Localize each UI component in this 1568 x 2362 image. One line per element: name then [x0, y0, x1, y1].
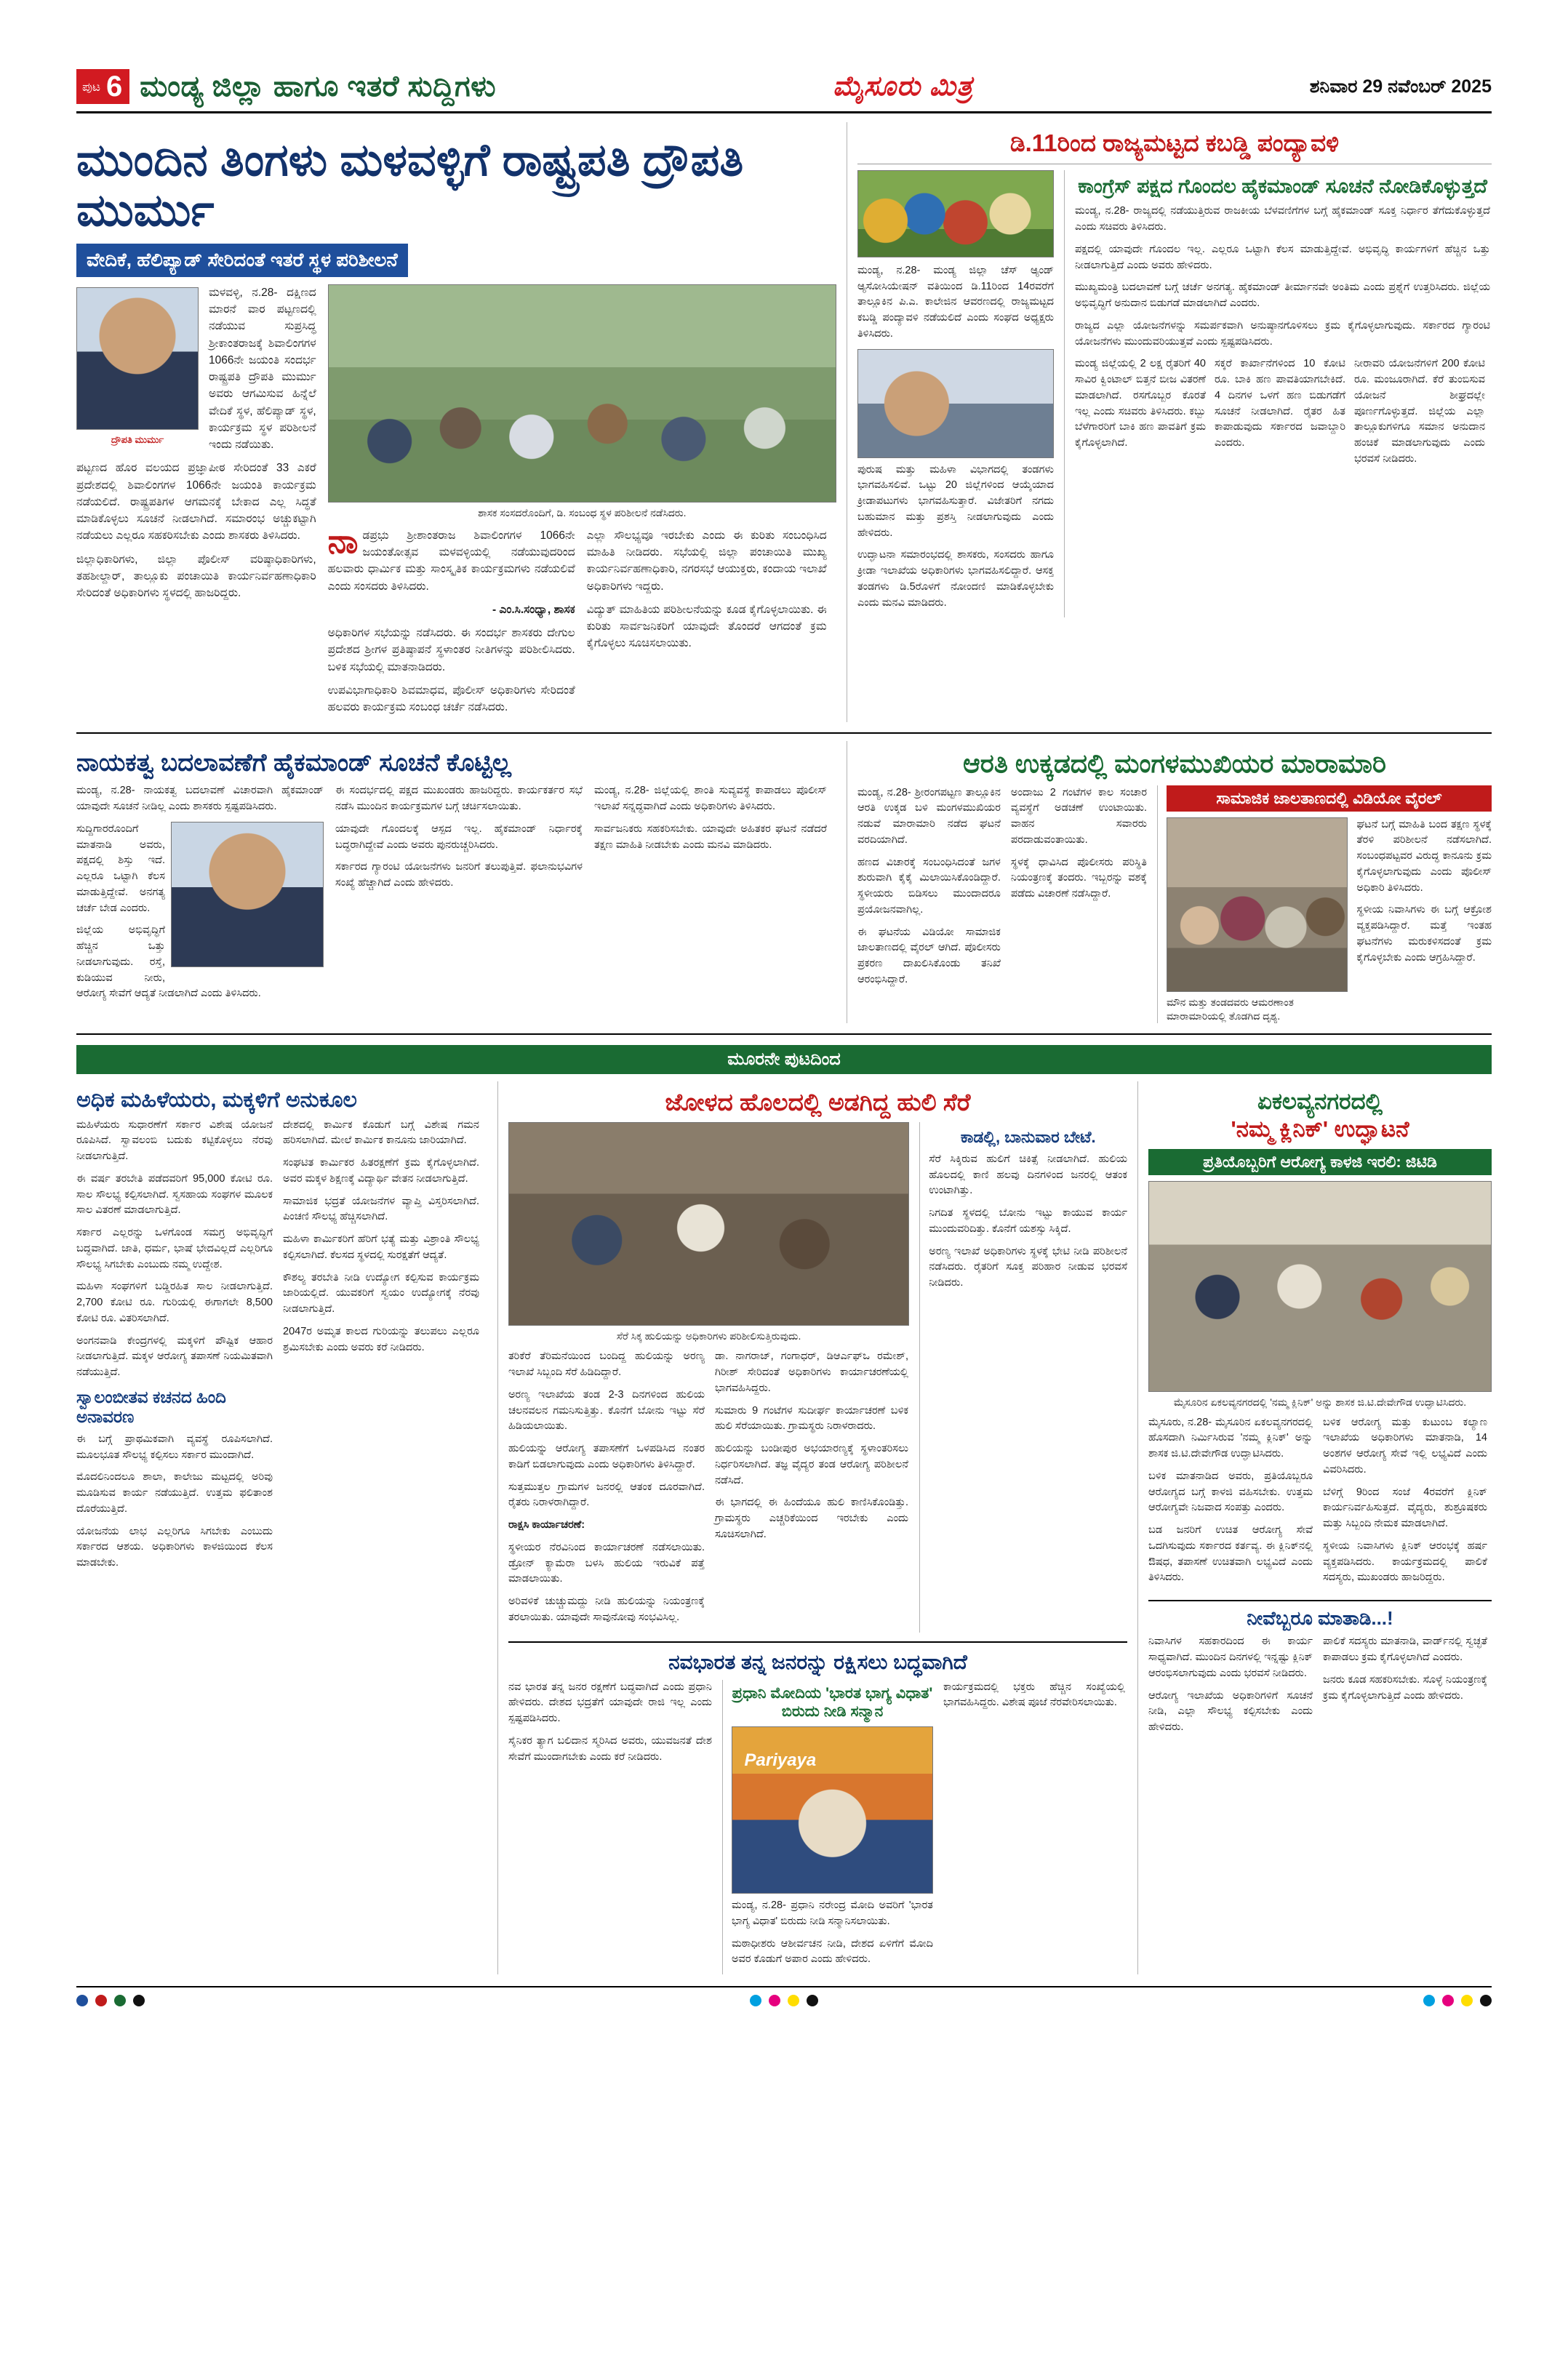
tiger-paragraph: ಡಾ. ನಾಗರಾಜ್, ಗಂಗಾಧರ್, ಡಿಆರ್ಎಫ್ಒ ರಮೇಶ್, ಗಿರೀಶ್ ಸೇರಿದಂತೆ ಅಧಿಕಾರಿಗಳು ಕಾರ್ಯಾಚರಣೆಯಲ್ಲಿ ಭಾಗವಹಿಸಿದ್ದರು. [715, 1350, 908, 1394]
labour-paragraph: ದೇಶದಲ್ಲಿ ಕಾರ್ಮಿಕ ಕೊಡುಗೆ ಬಗ್ಗೆ ವಿಶೇಷ ಗಮನ ಹರಿಸಲಾಗಿದೆ. ಮೇಲೆ ಕಾರ್ಮಿಕ ಕಾನೂನು ಜಾರಿಯಾಗಿದೆ. [283, 1118, 479, 1147]
lead-credit: - ಎಂ.ಸಿ.ಸಂಧ್ಯಾ, ಶಾಸಕ [492, 603, 575, 616]
women-paragraph: ಈ ವರ್ಷ ತರಬೇತಿ ಪಡೆದವರಿಗೆ 95,000 ಕೋಟಿ ರೂ. ಸಾಲ ಸೌಲಭ್ಯ ಕಲ್ಪಿಸಲಾಗಿದೆ. ಸ್ವಸಹಾಯ ಸಂಘಗಳ ಮೂಲಕ ಸಾಲ ವಿತರಣೆ ಮಾಡಲಾಗುತ್ತಿದೆ. [76, 1172, 273, 1217]
page-number-badge [76, 69, 129, 104]
lead-paragraph: ಎಲ್ಲಾ ಸೌಲಭ್ಯವೂ ಇರಬೇಕು ಎಂದು ಈ ಕುರಿತು ಸಂಬಂಧಿಸಿದ ಮಾಹಿತಿ ನೀಡಿದರು. ಸಭೆಯಲ್ಲಿ ಜಿಲ್ಲಾ ಪಂಚಾಯಿತಿ ಮುಖ್ಯ ಕಾರ್ಯನಿರ್ವಹಣಾಧಿಕಾರಿ, ನಗರಸಭೆ ಆಯುಕ್ತರು, ಕಂದಾಯ ಇಲಾಖೆ ಅಧಿಕಾರಿಗಳು ಇದ್ದರು. [586, 529, 827, 593]
women-paragraph: ಮಹಿಳಾ ಸಂಘಗಳಿಗೆ ಬಡ್ಡಿರಹಿತ ಸಾಲ ನೀಡಲಾಗುತ್ತಿದೆ. 2,700 ಕೋಟಿ ರೂ. ಗುರಿಯಲ್ಲಿ ಈಗಾಗಲೇ 8,500 ಕೋಟಿ ರೂ. ವಿತರಿಸಲಾಗಿದೆ. [76, 1281, 273, 1324]
tiger-paragraph: ಈ ಭಾಗದಲ್ಲಿ ಈ ಹಿಂದೆಯೂ ಹುಲಿ ಕಾಣಿಸಿಕೊಂಡಿತ್ತು. ಗ್ರಾಮಸ್ಥರು ಎಚ್ಚರಿಕೆಯಿಂದ ಇರಬೇಕು ಎಂದು ಸೂಚಿಸಲಾಗಿದೆ. [715, 1497, 908, 1540]
leadership-story [76, 741, 847, 1022]
market-paragraph: ಹಣದ ವಿಚಾರಕ್ಕೆ ಸಂಬಂಧಿಸಿದಂತೆ ಜಗಳ ಶುರುವಾಗಿ ಕೈಕೈ ಮಿಲಾಯಿಸಿಕೊಂಡಿದ್ದಾರೆ. ಸ್ಥಳೀಯರು ಬಿಡಿಸಲು ಮುಂದಾದರೂ ಪ್ರಯೋಜನವಾಗಿಲ್ಲ. [857, 856, 1001, 916]
publication-logo: ಮೈಸೂರು ಮಿತ್ರ [832, 71, 973, 102]
modi-banner-text: Pariyaya [744, 1750, 817, 1770]
clinic-photo-caption: ಮೈಸೂರಿನ ಏಕಲವ್ಯನಗರದಲ್ಲಿ 'ನಮ್ಮ ಕ್ಲಿನಿಕ್' ಅನ್ನು ಶಾಸಕ ಜಿ.ಟಿ.ದೇವೇಗೌಡ ಉದ್ಘಾಟಿಸಿದರು. [1173, 1396, 1467, 1408]
page-number: 6 [105, 71, 123, 103]
modi-paragraph: ಮಂಡ್ಯ, ನ.28- ಪ್ರಧಾನಿ ನರೇಂದ್ರ ಮೋದಿ ಅವರಿಗೆ 'ಭಾರತ ಭಾಗ್ಯ ವಿಧಾತ' ಬಿರುದು ನೀಡಿ ಸನ್ಮಾನಿಸಲಾಯಿತು. [732, 1899, 933, 1927]
leader-portrait-photo [171, 822, 324, 967]
lead-photo-caption: ಶಾಸಕ ಸಂಸದರೊಂದಿಗೆ, ಡಿ. ಸಂಬಂಧ ಸ್ಥಳ ಪರಿಶೀಲನೆ ನಡೆಸಿದರು. [478, 506, 687, 519]
kabaddi-story [847, 122, 1492, 722]
clinic-paragraph: ಬಳಿಕ ಆರೋಗ್ಯ ಮತ್ತು ಕುಟುಂಬ ಕಲ್ಯಾಣ ಇಲಾಖೆಯ ಅಧಿಕಾರಿಗಳು ಮಾತನಾಡಿ, 14 ಅಂಶಗಳ ಆರೋಗ್ಯ ಸೇವೆ ಇಲ್ಲಿ ಲಭ್ಯವಿದೆ ಎಂದು ವಿವರಿಸಿದರು. [1323, 1416, 1487, 1476]
leadership-paragraph: ಮಂಡ್ಯ, ನ.28- ಜಿಲ್ಲೆಯಲ್ಲಿ ಶಾಂತಿ ಸುವ್ಯವಸ್ಥೆ ಕಾಪಾಡಲು ಪೊಲೀಸ್ ಇಲಾಖೆ ಸನ್ನದ್ಧವಾಗಿದೆ ಎಂದು ಅಧಿಕಾರಿಗಳು ತಿಳಿಸಿದರು. [594, 785, 827, 813]
mugshot-caption: ದ್ರೌಪತಿ ಮುರ್ಮು [111, 433, 164, 445]
clinic-headline-line1: ಏಕಲವ್ಯನಗರದಲ್ಲಿ [1257, 1088, 1383, 1114]
women-paragraph: ಮೊದಲಿನಿಂದಲೂ ಶಾಲಾ, ಕಾಲೇಜು ಮಟ್ಟದಲ್ಲಿ ಅರಿವು ಮೂಡಿಸುವ ಕಾರ್ಯ ನಡೆಯುತ್ತಿದೆ. ಉತ್ತಮ ಫಲಿತಾಂಶ ದೊರೆಯುತ್ತಿದೆ. [76, 1471, 273, 1515]
tiger-sidebar-paragraph: ಅರಣ್ಯ ಇಲಾಖೆ ಅಧಿಕಾರಿಗಳು ಸ್ಥಳಕ್ಕೆ ಭೇಟಿ ನೀಡಿ ಪರಿಶೀಲನೆ ನಡೆಸಿದರು. ರೈತರಿಗೆ ಸೂಕ್ತ ಪರಿಹಾರ ನೀಡುವ ಭರವಸೆ ನೀಡಿದರು. [929, 1245, 1127, 1289]
lead-paragraph: ಪಟ್ಟಣದ ಹೊರ ವಲಯದ ಪ್ರಜ್ಞಾಪೀಠ ಸೇರಿದಂತೆ 33 ಎಕರೆ ಪ್ರದೇಶದಲ್ಲಿ ಶಿವಾಲಿಂಗಗಳ 1066ನೇ ಜಯಂತಿ ಕಾರ್ಯಕ್ರಮ ನಡೆಯಲಿದೆ. ರಾಷ್ಟ್ರಪತಿಗಳ ಆಗಮನಕ್ಕೆ ಬೇಕಾದ ಎಲ್ಲ ಸಿದ್ಧತೆ ಮಾಡಿಕೊಳ್ಳಲು ಸೂಚನೆ ನೀಡಲಾಗಿದೆ. ಸಮಾರಂಭ ಅಚ್ಚುಕಟ್ಟಾಗಿ ನಡೆಯಲು ಎಲ್ಲರೂ ಸಹಕರಿಸಬೇಕು ಎಂದು ಶಾಸಕರು ತಿಳಿಸಿದರು. [76, 462, 316, 543]
leadership-paragraph: ಯಾವುದೇ ಗೊಂದಲಕ್ಕೆ ಆಸ್ಪದ ಇಲ್ಲ. ಹೈಕಮಾಂಡ್ ನಿರ್ಧಾರಕ್ಕೆ ಬದ್ಧರಾಗಿದ್ದೇವೆ ಎಂದು ಅವರು ಪುನರುಚ್ಚರಿಸಿದರು. [335, 822, 583, 851]
continued-from-banner: ಮೂರನೇ ಪುಟದಿಂದ [76, 1045, 1492, 1074]
registration-dots-center [750, 1995, 818, 2006]
tiger-story [498, 1081, 1138, 1974]
opinion-paragraph: ಜನರು ಕೂಡ ಸಹಕರಿಸಬೇಕು. ಸೊಳ್ಳೆ ನಿಯಂತ್ರಣಕ್ಕೆ ಕ್ರಮ ಕೈಗೊಳ್ಳಲಾಗುತ್ತಿದೆ ಎಂದು ಹೇಳಿದರು. [1323, 1673, 1487, 1702]
leadership-paragraph: ಸುದ್ದಿಗಾರರೊಂದಿಗೆ ಮಾತನಾಡಿ ಅವರು, ಪಕ್ಷದಲ್ಲಿ ಶಿಸ್ತು ಇದೆ. ಎಲ್ಲರೂ ಒಟ್ಟಾಗಿ ಕೆಲಸ ಮಾಡುತ್ತಿದ್ದೇವೆ. ಅನಗತ್ಯ ಚರ್ಚೆ ಬೇಡ ಎಂದರು. [76, 822, 165, 914]
president-portrait-photo [76, 287, 199, 430]
labour-paragraph: ಕೌಶಲ್ಯ ತರಬೇತಿ ನೀಡಿ ಉದ್ಯೋಗ ಕಲ್ಪಿಸುವ ಕಾರ್ಯಕ್ರಮ ಜಾರಿಯಲ್ಲಿದೆ. ಯುವಕರಿಗೆ ಸ್ವಯಂ ಉದ್ಯೋಗಕ್ಕೆ ನೆರವು ನೀಡಲಾಗುತ್ತಿದೆ. [283, 1271, 479, 1316]
lead-paragraph: ಜಿಲ್ಲಾಧಿಕಾರಿಗಳು, ಜಿಲ್ಲಾ ಪೊಲೀಸ್ ವರಿಷ್ಠಾಧಿಕಾರಿಗಳು, ತಹಶೀಲ್ದಾರ್, ತಾಲ್ಲೂಕು ಪಂಚಾಯಿತಿ ಕಾರ್ಯನಿರ್ವಹಣಾಧಿಕಾರಿ ಸೇರಿದಂತೆ ಅಧಿಕಾರಿಗಳು ಸ್ಥಳದಲ್ಲಿ ಹಾಜರಿದ್ದರು. [76, 553, 316, 600]
tiger-paragraph: ಸುಮಾರು 9 ಗಂಟೆಗಳ ಸುದೀರ್ಘ ಕಾರ್ಯಾಚರಣೆ ಬಳಿಕ ಹುಲಿ ಸೆರೆಯಾಯಿತು. ಗ್ರಾಮಸ್ಥರು ನಿರಾಳರಾದರು. [715, 1404, 908, 1433]
leadership-paragraph: ಸಾರ್ವಜನಿಕರು ಸಹಕರಿಸಬೇಕು. ಯಾವುದೇ ಅಹಿತಕರ ಘಟನೆ ನಡೆದರೆ ತಕ್ಷಣ ಮಾಹಿತಿ ನೀಡಬೇಕು ಎಂದು ಮನವಿ ಮಾಡಿದರು. [594, 822, 827, 851]
women-paragraph: ಈ ಬಗ್ಗೆ ಪ್ರಾಥಮಿಕವಾಗಿ ವ್ಯವಸ್ಥೆ ರೂಪಿಸಲಾಗಿದೆ. ಮೂಲಭೂತ ಸೌಲಭ್ಯ ಕಲ್ಪಿಸಲು ಸರ್ಕಾರ ಮುಂದಾಗಿದೆ. [76, 1433, 273, 1461]
kabaddi-action-photo [857, 170, 1054, 257]
lead-story [76, 122, 847, 722]
opinion-paragraph: ಪಾಲಿಕೆ ಸದಸ್ಯರು ಮಾತನಾಡಿ, ವಾರ್ಡ್‌ನಲ್ಲಿ ಸ್ವಚ್ಛತೆ ಕಾಪಾಡಲು ಕ್ರಮ ಕೈಗೊಳ್ಳಲಾಗಿದೆ ಎಂದರು. [1323, 1636, 1487, 1663]
women-paragraph: ಸರ್ಕಾರ ಎಲ್ಲರನ್ನು ಒಳಗೊಂಡ ಸಮಗ್ರ ಅಭಿವೃದ್ಧಿಗೆ ಬದ್ಧವಾಗಿದೆ. ಜಾತಿ, ಧರ್ಮ, ಭಾಷೆ ಭೇದವಿಲ್ಲದೆ ಎಲ್ಲರಿಗೂ ಸೌಲಭ್ಯ ಸಿಗಬೇಕು ಎಂಬುದು ನಮ್ಮ ಉದ್ದೇಶ. [76, 1227, 273, 1270]
tiger-paragraph: ತರಿಕೆರೆ ತೆರಿಮನೆಯಿಂದ ಬಂದಿದ್ದ ಹುಲಿಯನ್ನು ಅರಣ್ಯ ಇಲಾಖೆ ಸಿಬ್ಬಂದಿ ಸೆರೆ ಹಿಡಿದಿದ್ದಾರೆ. [508, 1350, 705, 1379]
modi-paragraph: ಮಠಾಧೀಶರು ಆಶೀರ್ವಚನ ನೀಡಿ, ದೇಶದ ಏಳಿಗೆಗೆ ಮೋದಿ ಅವರ ಕೊಡುಗೆ ಅಪಾರ ಎಂದು ಹೇಳಿದರು. [732, 1937, 933, 1966]
leadership-paragraph: ಜಿಲ್ಲೆಯ ಅಭಿವೃದ್ಧಿಗೆ ಹೆಚ್ಚಿನ ಒತ್ತು ನೀಡಲಾಗುವುದು. ರಸ್ತೆ, ಕುಡಿಯುವ ನೀರು, ಆರೋಗ್ಯ ಸೇವೆಗೆ ಆದ್ಯತೆ ನೀಡಲಾಗಿದೆ ಎಂದು ತಿಳಿಸಿದರು. [76, 924, 261, 1000]
registration-dots-right [1423, 1995, 1492, 2006]
tiger-headline: ಜೋಳದ ಹೊಲದಲ್ಲಿ ಅಡಗಿದ್ದ ಹುಲಿ ಸೆರೆ [665, 1088, 971, 1116]
labour-paragraph: ಸಾಮಾಜಿಕ ಭದ್ರತೆ ಯೋಜನೆಗಳ ವ್ಯಾಪ್ತಿ ವಿಸ್ತರಿಸಲಾಗಿದೆ. ಪಿಂಚಣಿ ಸೌಲಭ್ಯ ಹೆಚ್ಚಿಸಲಾಗಿದೆ. [283, 1195, 479, 1223]
band-two [76, 741, 1492, 1022]
footer-registration-marks [76, 1995, 1492, 2006]
navabharata-headline: ನವಭಾರತ ತನ್ನ ಜನರನ್ನು ರಕ್ಷಿಸಲು ಬದ್ಧವಾಗಿದೆ [668, 1650, 967, 1673]
tiger-paragraph: ಹುಲಿಯನ್ನು ಆರೋಗ್ಯ ತಪಾಸಣೆಗೆ ಒಳಪಡಿಸಿದ ನಂತರ ಕಾಡಿಗೆ ಬಿಡಲಾಗುವುದು ಎಂದು ಅಧಿಕಾರಿಗಳು ತಿಳಿಸಿದ್ದಾರೆ. [508, 1443, 705, 1470]
congress-paragraph: ಮುಖ್ಯಮಂತ್ರಿ ಬದಲಾವಣೆ ಬಗ್ಗೆ ಚರ್ಚೆ ಅನಗತ್ಯ. ಹೈಕಮಾಂಡ್ ತೀರ್ಮಾನವೇ ಅಂತಿಮ ಎಂದು ಪ್ರಶ್ನೆಗೆ ಉತ್ತರಿಸಿದರು. ಜಿಲ್ಲೆಯ ಅಭಿವೃದ್ಧಿಗೆ ಅನುದಾನ ಬಿಡುಗಡೆ ಮಾಡಲಾಗಿದೆ ಎಂದರು. [1075, 281, 1490, 310]
navabharata-paragraph: ನವ ಭಾರತ ತನ್ನ ಜನರ ರಕ್ಷಣೆಗೆ ಬದ್ಧವಾಗಿದೆ ಎಂದು ಪ್ರಧಾನಿ ಹೇಳಿದರು. ದೇಶದ ಭದ್ರತೆಗೆ ಯಾವುದೇ ರಾಜಿ ಇಲ್ಲ ಎಂದು ಸ್ಪಷ್ಟಪಡಿಸಿದರು. [508, 1681, 712, 1725]
market-scuffle-photo [1167, 817, 1348, 992]
market-story [847, 741, 1492, 1022]
lead-paragraph: ಮಳವಳ್ಳಿ, ನ.28- ದಕ್ಷಿಣದ ಮಾರನೆ ವಾರ ಪಟ್ಟಣದಲ್ಲಿ ನಡೆಯುವ ಸುಪ್ರಸಿದ್ಧ ಶ್ರೀಕಾಂತರಾಜಕ್ಕೆ ಶಿವಾಲಿಂಗಗಳ 1066ನೇ ಜಯಂತಿ ಸಂದರ್ಭ ರಾಷ್ಟ್ರಪತಿ ದ್ರೌಪತಿ ಮುರ್ಮು ಅವರು ಆಗಮಿಸುವ ಹಿನ್ನೆಲೆ ವೇದಿಕೆ ಸ್ಥಳ, ಹೆಲಿಪ್ಯಾಡ್ ಸ್ಥಳ, ಕಾರ್ಯಕ್ರಮ ಸ್ಥಳ ಪರಿಶೀಲನೆ ಇಂದು ನಡೆಯಿತು. [209, 286, 316, 452]
tiger-paragraph: ಹುಲಿಯನ್ನು ಬಂಡೀಪುರ ಅಭಯಾರಣ್ಯಕ್ಕೆ ಸ್ಥಳಾಂತರಿಸಲು ನಿರ್ಧರಿಸಲಾಗಿದೆ. ತಜ್ಞ ವೈದ್ಯರ ತಂಡ ಆರೋಗ್ಯ ಪರಿಶೀಲನೆ ನಡೆಸಿದೆ. [715, 1443, 908, 1486]
congress-subparagraph: ನೀರಾವರಿ ಯೋಜನೆಗಳಿಗೆ 200 ಕೋಟಿ ರೂ. ಮಂಜೂರಾಗಿದೆ. ಕೆರೆ ತುಂಬಿಸುವ ಯೋಜನೆ ಶೀಘ್ರದಲ್ಲೇ ಪೂರ್ಣಗೊಳ್ಳುತ್ತದೆ. ಜಿಲ್ಲೆಯ ಎಲ್ಲಾ ತಾಲ್ಲೂಕುಗಳಿಗೂ ಸಮಾನ ಅನುದಾನ ಹಂಚಿಕೆ ಮಾಡಲಾಗುವುದು ಎಂದು ಭರವಸೆ ನೀಡಿದರು. [1354, 358, 1485, 465]
modi-felicitation-photo [732, 1726, 933, 1894]
tiger-photo-caption: ಸೆರೆ ಸಿಕ್ಕ ಹುಲಿಯನ್ನು ಅಧಿಕಾರಿಗಳು ಪರಿಶೀಲಿಸುತ್ತಿರುವುದು. [616, 1330, 801, 1342]
tiger-sidebar-headline: ಕಾಡಲ್ಲಿ, ಬಾನುವಾರ ಬೇಟೆ. [960, 1128, 1096, 1147]
congress-subparagraph: ಸಕ್ಕರೆ ಕಾರ್ಖಾನೆಗಳಿಂದ 10 ಕೋಟಿ ರೂ. ಬಾಕಿ ಹಣ ಪಾವತಿಯಾಗಬೇಕಿದೆ. 4 ದಿನಗಳ ಒಳಗೆ ಹಣ ಬಿಡುಗಡೆಗೆ ಸೂಚನೆ ನೀಡಲಾಗಿದೆ. ರೈತರ ಹಿತ ಕಾಪಾಡುವುದು ಸರ್ಕಾರದ ಜವಾಬ್ದಾರಿ ಎಂದರು. [1215, 358, 1345, 449]
leadership-paragraph: ಈ ಸಂದರ್ಭದಲ್ಲಿ ಪಕ್ಷದ ಮುಖಂಡರು ಹಾಜರಿದ್ದರು. ಕಾರ್ಯಕರ್ತರ ಸಭೆ ನಡೆಸಿ ಮುಂದಿನ ಕಾರ್ಯಕ್ರಮಗಳ ಬಗ್ಗೆ ಚರ್ಚಿಸಲಾಯಿತು. [335, 785, 583, 813]
kabaddi-headline: ಡಿ.11ರಿಂದ ರಾಜ್ಯಮಟ್ಟದ ಕಬಡ್ಡಿ ಪಂದ್ಯಾವಳಿ [1009, 129, 1340, 156]
leadership-paragraph: ಸರ್ಕಾರದ ಗ್ಯಾರಂಟಿ ಯೋಜನೆಗಳು ಜನರಿಗೆ ತಲುಪುತ್ತಿವೆ. ಫಲಾನುಭವಿಗಳ ಸಂಖ್ಯೆ ಹೆಚ್ಚಾಗಿದೆ ಎಂದು ಹೇಳಿದರು. [335, 861, 583, 889]
opinion-paragraph: ನಿವಾಸಿಗಳ ಸಹಕಾರದಿಂದ ಈ ಕಾರ್ಯ ಸಾಧ್ಯವಾಗಿದೆ. ಮುಂದಿನ ದಿನಗಳಲ್ಲಿ ಇನ್ನಷ್ಟು ಕ್ಲಿನಿಕ್ ಆರಂಭಿಸಲಾಗುವುದು ಎಂದು ಭರವಸೆ ನೀಡಿದರು. [1148, 1636, 1313, 1679]
women-paragraph: ಅಂಗನವಾಡಿ ಕೇಂದ್ರಗಳಲ್ಲಿ ಮಕ್ಕಳಿಗೆ ಪೌಷ್ಟಿಕ ಆಹಾರ ನೀಡಲಾಗುತ್ತಿದೆ. ಮಕ್ಕಳ ಆರೋಗ್ಯ ತಪಾಸಣೆ ನಿಯಮಿತವಾಗಿ ನಡೆಯುತ್ತಿದೆ. [76, 1334, 273, 1379]
labour-paragraph: 2047ರ ಅಮೃತ ಕಾಲದ ಗುರಿಯನ್ನು ತಲುಪಲು ಎಲ್ಲರೂ ಶ್ರಮಿಸಬೇಕು ಎಂದು ಅವರು ಕರೆ ನೀಡಿದರು. [283, 1325, 479, 1353]
navabharata-paragraph: ಸೈನಿಕರ ತ್ಯಾಗ ಬಲಿದಾನ ಸ್ಮರಿಸಿದ ಅವರು, ಯುವಜನತೆ ದೇಶ ಸೇವೆಗೆ ಮುಂದಾಗಬೇಕು ಎಂದು ಕರೆ ನೀಡಿದರು. [508, 1734, 712, 1763]
clinic-inauguration-photo [1148, 1181, 1492, 1392]
labour-paragraph: ಸಂಘಟಿತ ಕಾರ್ಮಿಕರ ಹಿತರಕ್ಷಣೆಗೆ ಕ್ರಮ ಕೈಗೊಳ್ಳಲಾಗಿದೆ. ಅವರ ಮಕ್ಕಳ ಶಿಕ್ಷಣಕ್ಕೆ ವಿದ್ಯಾರ್ಥಿ ವೇತನ ನೀಡಲಾಗುತ್ತಿದೆ. [283, 1157, 479, 1185]
viral-video-kicker: ಸಾಮಾಜಿಕ ಜಾಲತಾಣದಲ್ಲಿ ವಿಡಿಯೋ ವೈರಲ್ [1167, 785, 1492, 812]
tiger-paragraph: ಅರಿವಳಿಕೆ ಚುಚ್ಚುಮದ್ದು ನೀಡಿ ಹುಲಿಯನ್ನು ನಿಯಂತ್ರಣಕ್ಕೆ ತರಲಾಯಿತು. ಯಾವುದೇ ಸಾವುನೋವು ಸಂಭವಿಸಿಲ್ಲ. [508, 1596, 705, 1623]
tiger-paragraph: ಅರಣ್ಯ ಇಲಾಖೆಯ ತಂಡ 2-3 ದಿನಗಳಿಂದ ಹುಲಿಯ ಚಲನವಲನ ಗಮನಿಸುತ್ತಿತ್ತು. ಕೊನೆಗೆ ಬೋನು ಇಟ್ಟು ಸೆರೆ ಹಿಡಿಯಲಾಯಿತು. [508, 1388, 705, 1433]
clinic-paragraph: ಬಳಿಕ ಮಾತನಾಡಿದ ಅವರು, ಪ್ರತಿಯೊಬ್ಬರೂ ಆರೋಗ್ಯದ ಬಗ್ಗೆ ಕಾಳಜಿ ವಹಿಸಬೇಕು. ಉತ್ತಮ ಆರೋಗ್ಯವೇ ನಿಜವಾದ ಸಂಪತ್ತು ಎಂದರು. [1148, 1470, 1313, 1514]
modi-story [722, 1680, 933, 1974]
congress-sidebar-headline: ಕಾಂಗ್ರೆಸ್ ಪಕ್ಷದ ಗೊಂದಲ ಹೈಕಮಾಂಡ್ ಸೂಚನೆ ನೋಡಿಕೊಳ್ಳುತ್ತದೆ [1078, 175, 1487, 197]
congress-paragraph: ಮಂಡ್ಯ, ನ.28- ರಾಜ್ಯದಲ್ಲಿ ನಡೆಯುತ್ತಿರುವ ರಾಜಕೀಯ ಬೆಳವಣಿಗೆಗಳ ಬಗ್ಗೆ ಹೈಕಮಾಂಡ್ ಸೂಕ್ತ ನಿರ್ಧಾರ ತೆಗೆದುಕೊಳ್ಳುತ್ತದೆ ಎಂದು ಸಚಿವರು ತಿಳಿಸಿದರು. [1075, 205, 1490, 233]
issue-date: ಶನಿವಾರ 29 ನವೆಂಬರ್ 2025 [1309, 76, 1492, 97]
women-subheadline: ಸ್ವಾಲಂಬೀತವ ಕಚನದ ಹಿಂದಿ ಅನಾವರಣ [76, 1387, 226, 1427]
lead-paragraph: ವಿದ್ಯುತ್ ಮಾಹಿತಿಯ ಪರಿಶೀಲನೆಯನ್ನು ಕೂಡ ಕೈಗೊಳ್ಳಲಾಯಿತು. ಈ ಕುರಿತು ಸಾರ್ವಜನಿಕರಿಗೆ ಯಾವುದೇ ತೊಂದರೆ ಆಗದಂತೆ ಕ್ರಮ ಕೈಗೊಳ್ಳಲು ಸೂಚಿಸಲಾಯಿತು. [586, 603, 827, 650]
kabaddi-player-photo [857, 349, 1054, 458]
market-photo-caption: ಮೌನ ಮತ್ತು ತಂಡದವರು ಆಮರಣಾಂತ ಮಾರಾಮಾರಿಯಲ್ಲಿ ತೊಡಗಿದ ದೃಶ್ಯ. [1167, 996, 1294, 1022]
tiger-sidebar-paragraph: ನಿಗದಿತ ಸ್ಥಳದಲ್ಲಿ ಬೋನು ಇಟ್ಟು ಕಾಯುವ ಕಾರ್ಯ ಮುಂದುವರಿದಿತ್ತು. ಕೊನೆಗೆ ಯಶಸ್ಸು ಸಿಕ್ಕಿದೆ. [929, 1207, 1127, 1235]
labour-paragraph: ಮಹಿಳಾ ಕಾರ್ಮಿಕರಿಗೆ ಹೆರಿಗೆ ಭತ್ಯೆ ಮತ್ತು ವಿಶ್ರಾಂತಿ ಸೌಲಭ್ಯ ಕಲ್ಪಿಸಲಾಗಿದೆ. ಕೆಲಸದ ಸ್ಥಳದಲ್ಲಿ ಸುರಕ್ಷತೆಗೆ ಆದ್ಯತೆ. [283, 1233, 479, 1261]
market-paragraph: ಅಂದಾಜು 2 ಗಂಟೆಗಳ ಕಾಲ ಸಂಚಾರ ವ್ಯವಸ್ಥೆಗೆ ಅಡಚಣೆ ಉಂಟಾಯಿತು. ವಾಹನ ಸವಾರರು ಪರದಾಡುವಂತಾಯಿತು. [1010, 786, 1147, 846]
page-label: ಪುಟ [82, 79, 100, 94]
market-headline: ಆರತಿ ಉಕ್ಕಡದಲ್ಲಿ ಮಂಗಳಮುಖಿಯರ ಮಾರಾಮಾರಿ [963, 748, 1386, 779]
clinic-paragraph: ಬಡ ಜನರಿಗೆ ಉಚಿತ ಆರೋಗ್ಯ ಸೇವೆ ಒದಗಿಸುವುದು ಸರ್ಕಾರದ ಕರ್ತವ್ಯ. ಈ ಕ್ಲಿನಿಕ್‌ನಲ್ಲಿ ಔಷಧ, ತಪಾಸಣೆ ಉಚಿತವಾಗಿ ಲಭ್ಯವಿದೆ ಎಂದು ತಿಳಿಸಿದರು. [1148, 1524, 1313, 1584]
leadership-paragraph: ಮಂಡ್ಯ, ನ.28- ನಾಯಕತ್ವ ಬದಲಾವಣೆ ವಿಚಾರವಾಗಿ ಹೈಕಮಾಂಡ್ ಯಾವುದೇ ಸೂಚನೆ ನೀಡಿಲ್ಲ ಎಂದು ಶಾಸಕರು ಸ್ಪಷ್ಟಪಡಿಸಿದರು. [76, 785, 324, 813]
market-paragraph: ಸ್ಥಳೀಯ ನಿವಾಸಿಗಳು ಈ ಬಗ್ಗೆ ಆಕ್ರೋಶ ವ್ಯಕ್ತಪಡಿಸಿದ್ದಾರೆ. ಮತ್ತೆ ಇಂತಹ ಘಟನೆಗಳು ಮರುಕಳಿಸದಂತೆ ಕ್ರಮ ಕೈಗೊಳ್ಳಬೇಕು ಎಂದು ಆಗ್ರಹಿಸಿದ್ದಾರೆ. [1356, 904, 1492, 964]
tiger-paragraph: ಸ್ಥಳೀಯರ ನೆರವಿನಿಂದ ಕಾರ್ಯಾಚರಣೆ ನಡೆಸಲಾಯಿತು. ಡ್ರೋನ್ ಕ್ಯಾಮೆರಾ ಬಳಸಿ ಹುಲಿಯ ಇರುವಿಕೆ ಪತ್ತೆ ಮಾಡಲಾಯಿತು. [508, 1541, 705, 1585]
modi-headline: ಪ್ರಧಾನಿ ಮೋದಿಯ 'ಭಾರತ ಭಾಗ್ಯ ವಿಧಾತ' ಬಿರುದು ನೀಡಿ ಸನ್ಮಾನ [732, 1684, 933, 1720]
clinic-paragraph: ಮೈಸೂರು, ನ.28- ಮೈಸೂರಿನ ಏಕಲವ್ಯನಗರದಲ್ಲಿ ಹೊಸದಾಗಿ ನಿರ್ಮಿಸಿರುವ 'ನಮ್ಮ ಕ್ಲಿನಿಕ್' ಅನ್ನು ಶಾಸಕ ಜಿ.ಟಿ.ದೇವೇಗೌಡ ಉದ್ಘಾಟಿಸಿದರು. [1148, 1416, 1313, 1460]
congress-paragraph: ರಾಜ್ಯದ ಎಲ್ಲಾ ಯೋಜನೆಗಳನ್ನು ಸಮರ್ಪಕವಾಗಿ ಅನುಷ್ಠಾನಗೊಳಿಸಲು ಕ್ರಮ ಕೈಗೊಳ್ಳಲಾಗುವುದು. ಸರ್ಕಾರದ ಗ್ಯಾರಂಟಿ ಯೋಜನೆಗಳು ಮುಂದುವರಿಯುತ್ತವೆ ಎಂದು ಸ್ಪಷ್ಟಪಡಿಸಿದರು. [1075, 319, 1490, 348]
leadership-headline: ನಾಯಕತ್ವ ಬದಲಾವಣೆಗೆ ಹೈಕಮಾಂಡ್ ಸೂಚನೆ ಕೊಟ್ಟಿಲ್ಲ [76, 749, 512, 777]
opinion-headline: ನೀವೆಬ್ಬರೂ ಮಾತಾಡಿ...! [1247, 1607, 1393, 1630]
lead-subbar: ವೇದಿಕೆ, ಹೆಲಿಪ್ಯಾಡ್ ಸೇರಿದಂತೆ ಇತರೆ ಸ್ಥಳ ಪರಿಶೀಲನೆ [76, 244, 408, 277]
tiger-paragraph: ಸುತ್ತಮುತ್ತಲ ಗ್ರಾಮಗಳ ಜನರಲ್ಲಿ ಆತಂಕ ದೂರವಾಗಿದೆ. ರೈತರು ನಿರಾಳರಾಗಿದ್ದಾರೆ. [508, 1481, 705, 1509]
lead-paragraph: ಅಧಿಕಾರಿಗಳ ಸಭೆಯನ್ನು ನಡೆಸಿದರು. ಈ ಸಂದರ್ಭ ಶಾಸಕರು ದೇಗುಲ ಪ್ರದೇಶದ ಶ್ರೀಗಳ ಪ್ರತಿಷ್ಠಾಪನೆ ಸ್ಥಳಾಂತರ ನೀತಿಗಳನ್ನು ಪರಿಶೀಲಿಸಿದರು. ಬಳಿಕ ಸಭೆಯಲ್ಲಿ ಮಾತನಾಡಿದರು. [327, 627, 575, 673]
registration-dots-left [76, 1995, 145, 2006]
tiger-capture-photo [508, 1122, 909, 1326]
women-story [76, 1081, 498, 1974]
lead-paragraph: ಉಪವಿಭಾಗಾಧಿಕಾರಿ ಶಿವಮಾಧವ, ಪೊಲೀಸ್ ಅಧಿಕಾರಿಗಳು ಸೇರಿದಂತೆ ಹಲವರು ಕಾರ್ಯಕ್ರಮ ಸಂಬಂಧ ಚರ್ಚೆ ನಡೆಸಿದರು. [327, 684, 575, 714]
modi-paragraph: ಕಾರ್ಯಕ್ರಮದಲ್ಲಿ ಭಕ್ತರು ಹೆಚ್ಚಿನ ಸಂಖ್ಯೆಯಲ್ಲಿ ಭಾಗವಹಿಸಿದ್ದರು. ವಿಶೇಷ ಪೂಜೆ ನೆರವೇರಿಸಲಾಯಿತು. [943, 1681, 1125, 1709]
kabaddi-paragraph: ಮಂಡ್ಯ, ನ.28- ಮಂಡ್ಯ ಜಿಲ್ಲಾ ಚೆಸ್ ಆ್ಯಂಡ್ ಆ್ಯಸೋಸಿಯೇಷನ್ ವತಿಯಿಂದ ಡಿ.11ರಿಂದ 14ರವರೆಗೆ ತಾಲ್ಲೂಕಿನ ಪಿ.ಎ. ಕಾಲೇಜಿನ ಆವರಣದಲ್ಲಿ ರಾಜ್ಯಮಟ್ಟದ ಕಬಡ್ಡಿ ಪಂದ್ಯಾವಳಿ ನಡೆಯಲಿದೆ ಎಂದು ಸಂಘದ ಅಧ್ಯಕ್ಷರು ತಿಳಿಸಿದರು. [857, 264, 1054, 340]
congress-subparagraph: ಮಂಡ್ಯ ಜಿಲ್ಲೆಯಲ್ಲಿ 2 ಲಕ್ಷ ರೈತರಿಗೆ 40 ಸಾವಿರ ಕ್ವಿಂಟಾಲ್ ಬಿತ್ತನೆ ಬೀಜ ವಿತರಣೆ ಮಾಡಲಾಗಿದೆ. ರಸಗೊಬ್ಬರ ಕೊರತೆ ಇಲ್ಲ ಎಂದು ಸಚಿವರು ತಿಳಿಸಿದರು. ಕಬ್ಬು ಬೆಳೆಗಾರರಿಗೆ ಬಾಕಿ ಹಣ ಪಾವತಿಗೆ ಕ್ರಮ ಕೈಗೊಳ್ಳಲಾಗಿದೆ. [1075, 358, 1206, 449]
lead-dropcap-paragraph: ನಾಡಪ್ರಭು ಶ್ರೀಶಾಂತರಾಜ ಶಿವಾಲಿಂಗಗಳ 1066ನೇ ಜಯಂತೋತ್ಸವ ಮಳವಳ್ಳಿಯಲ್ಲಿ ನಡೆಯುವುದರಿಂದ ಹಲವಾರು ಧಾರ್ಮಿಕ ಮತ್ತು ಸಾಂಸ್ಕೃತಿಕ ಕಾರ್ಯಕ್ರಮಗಳು ನಡೆಯಲಿವೆ ಎಂದು ಸಂಸದರು ತಿಳಿಸಿದರು. [327, 521, 575, 593]
women-paragraph: ಮಹಿಳೆಯರು ಸುಧಾರಣೆಗೆ ಸರ್ಕಾರ ವಿಶೇಷ ಯೋಜನೆ ರೂಪಿಸಿದೆ. ಸ್ವಾವಲಂಬಿ ಬದುಕು ಕಟ್ಟಿಕೊಳ್ಳಲು ನೆರವು ನೀಡಲಾಗುತ್ತಿದೆ. [76, 1118, 273, 1163]
market-paragraph: ಸ್ಥಳಕ್ಕೆ ಧಾವಿಸಿದ ಪೊಲೀಸರು ಪರಿಸ್ಥಿತಿ ನಿಯಂತ್ರಣಕ್ಕೆ ತಂದರು. ಇಬ್ಬರನ್ನು ವಶಕ್ಕೆ ಪಡೆದು ವಿಚಾರಣೆ ನಡೆಸಿದ್ದಾರೆ. [1010, 856, 1147, 900]
opinion-paragraph: ಆರೋಗ್ಯ ಇಲಾಖೆಯ ಅಧಿಕಾರಿಗಳಿಗೆ ಸೂಚನೆ ನೀಡಿ, ಎಲ್ಲಾ ಸೌಲಭ್ಯ ಕಲ್ಪಿಸಬೇಕು ಎಂದು ಹೇಳಿದರು. [1148, 1689, 1313, 1733]
lead-headline: ಮುಂದಿನ ತಿಂಗಳು ಮಳವಳ್ಳಿಗೆ ರಾಷ್ಟ್ರಪತಿ ದ್ರೌಪತಿ ಮುರ್ಮು [76, 135, 744, 236]
clinic-kicker: ಪ್ರತಿಯೊಬ್ಬರಿಗೆ ಆರೋಗ್ಯ ಕಾಳಜಿ ಇರಲಿ: ಜಿಟಿಡಿ [1148, 1149, 1492, 1175]
band-three [76, 1081, 1492, 1974]
kabaddi-paragraph: ಪುರುಷ ಮತ್ತು ಮಹಿಳಾ ವಿಭಾಗದಲ್ಲಿ ತಂಡಗಳು ಭಾಗವಹಿಸಲಿವೆ. ಒಟ್ಟು 20 ಜಿಲ್ಲೆಗಳಿಂದ ಆಯ್ಕೆಯಾದ ಕ್ರೀಡಾಪಟುಗಳು ಭಾಗವಹಿಸುತ್ತಾರೆ. ವಿಜೇತರಿಗೆ ನಗದು ಬಹುಮಾನ ಮತ್ತು ಪ್ರಶಸ್ತಿ ನೀಡಲಾಗುವುದು ಎಂದು ಹೇಳಿದರು. [857, 463, 1054, 539]
kabaddi-paragraph: ಉದ್ಘಾಟನಾ ಸಮಾರಂಭದಲ್ಲಿ ಶಾಸಕರು, ಸಂಸದರು ಹಾಗೂ ಕ್ರೀಡಾ ಇಲಾಖೆಯ ಅಧಿಕಾರಿಗಳು ಭಾಗವಹಿಸಲಿದ್ದಾರೆ. ಆಸಕ್ತ ತಂಡಗಳು ಡಿ.5ರೊಳಗೆ ನೋಂದಣಿ ಮಾಡಿಕೊಳ್ಳಬೇಕು ಎಂದು ಮನವಿ ಮಾಡಿದರು. [857, 549, 1054, 609]
clinic-headline-line2: 'ನಮ್ಮ ಕ್ಲಿನಿಕ್' ಉದ್ಘಾಟನೆ [1231, 1116, 1409, 1142]
site-inspection-photo [328, 284, 836, 503]
band-lead [76, 122, 1492, 722]
mugshot-container [76, 287, 199, 447]
tiger-subhead: ರಾಕ್ಷಸಿ ಕಾರ್ಯಾಚರಣೆ: [508, 1519, 585, 1532]
market-paragraph: ಘಟನೆ ಬಗ್ಗೆ ಮಾಹಿತಿ ಬಂದ ತಕ್ಷಣ ಸ್ಥಳಕ್ಕೆ ತೆರಳಿ ಪರಿಶೀಲನೆ ನಡೆಸಲಾಗಿದೆ. ಸಂಬಂಧಪಟ್ಟವರ ವಿರುದ್ಧ ಕಾನೂನು ಕ್ರಮ ಕೈಗೊಳ್ಳಲಾಗುವುದು ಎಂದು ಪೊಲೀಸ್ ಅಧಿಕಾರಿ ತಿಳಿಸಿದರು. [1356, 818, 1492, 894]
clinic-paragraph: ಬೆಳಿಗ್ಗೆ 9ರಿಂದ ಸಂಜೆ 4ರವರೆಗೆ ಕ್ಲಿನಿಕ್ ಕಾರ್ಯನಿರ್ವಹಿಸುತ್ತದೆ. ವೈದ್ಯರು, ಶುಶ್ರೂಷಕರು ಮತ್ತು ಸಿಬ್ಬಂದಿ ನೇಮಕ ಮಾಡಲಾಗಿದೆ. [1323, 1486, 1487, 1530]
section-title: ಮಂಡ್ಯ ಜಿಲ್ಲಾ ಹಾಗೂ ಇತರೆ ಸುದ್ದಿಗಳು [140, 70, 497, 103]
masthead [76, 69, 1492, 113]
women-headline: ಅಧಿಕ ಮಹಿಳೆಯರು, ಮಕ್ಕಳಿಗೆ ಅನುಕೂಲ [76, 1087, 357, 1112]
market-paragraph: ಮಂಡ್ಯ, ನ.28- ಶ್ರೀರಂಗಪಟ್ಟಣ ತಾಲ್ಲೂಕಿನ ಆರತಿ ಉಕ್ಕಡ ಬಳಿ ಮಂಗಳಮುಖಿಯರ ನಡುವೆ ಮಾರಾಮಾರಿ ನಡೆದ ಘಟನೆ ವರದಿಯಾಗಿದೆ. [857, 786, 1001, 846]
clinic-story [1138, 1081, 1492, 1974]
congress-paragraph: ಪಕ್ಷದಲ್ಲಿ ಯಾವುದೇ ಗೊಂದಲ ಇಲ್ಲ. ಎಲ್ಲರೂ ಒಟ್ಟಾಗಿ ಕೆಲಸ ಮಾಡುತ್ತಿದ್ದೇವೆ. ಅಭಿವೃದ್ಧಿ ಕಾರ್ಯಗಳಿಗೆ ಹೆಚ್ಚಿನ ಒತ್ತು ನೀಡಲಾಗುತ್ತಿದೆ ಎಂದು ಅವರು ಹೇಳಿದರು. [1075, 243, 1490, 271]
tiger-sidebar-paragraph: ಸೆರೆ ಸಿಕ್ಕಿರುವ ಹುಲಿಗೆ ಚಿಕಿತ್ಸೆ ನೀಡಲಾಗಿದೆ. ಹುಲಿಯ ಹೊಲದಲ್ಲಿ ಕಾಣಿ ಹಲವು ದಿನಗಳಿಂದ ಜನರಲ್ಲಿ ಆತಂಕ ಉಂಟಾಗಿತ್ತು. [929, 1153, 1127, 1197]
clinic-paragraph: ಸ್ಥಳೀಯ ನಿವಾಸಿಗಳು ಕ್ಲಿನಿಕ್ ಆರಂಭಕ್ಕೆ ಹರ್ಷ ವ್ಯಕ್ತಪಡಿಸಿದರು. ಕಾರ್ಯಕ್ರಮದಲ್ಲಿ ಪಾಲಿಕೆ ಸದಸ್ಯರು, ಮುಖಂಡರು ಹಾಜರಿದ್ದರು. [1323, 1540, 1487, 1584]
women-paragraph: ಯೋಜನೆಯ ಲಾಭ ಎಲ್ಲರಿಗೂ ಸಿಗಬೇಕು ಎಂಬುದು ಸರ್ಕಾರದ ಆಶಯ. ಅಧಿಕಾರಿಗಳು ಕಾಳಜಿಯಿಂದ ಕೆಲಸ ಮಾಡಬೇಕು. [76, 1525, 273, 1569]
market-paragraph: ಈ ಘಟನೆಯ ವಿಡಿಯೋ ಸಾಮಾಜಿಕ ಜಾಲತಾಣದಲ್ಲಿ ವೈರಲ್ ಆಗಿದೆ. ಪೊಲೀಸರು ಪ್ರಕರಣ ದಾಖಲಿಸಿಕೊಂಡು ತನಿಖೆ ಆರಂಭಿಸಿದ್ದಾರೆ. [857, 926, 1001, 985]
